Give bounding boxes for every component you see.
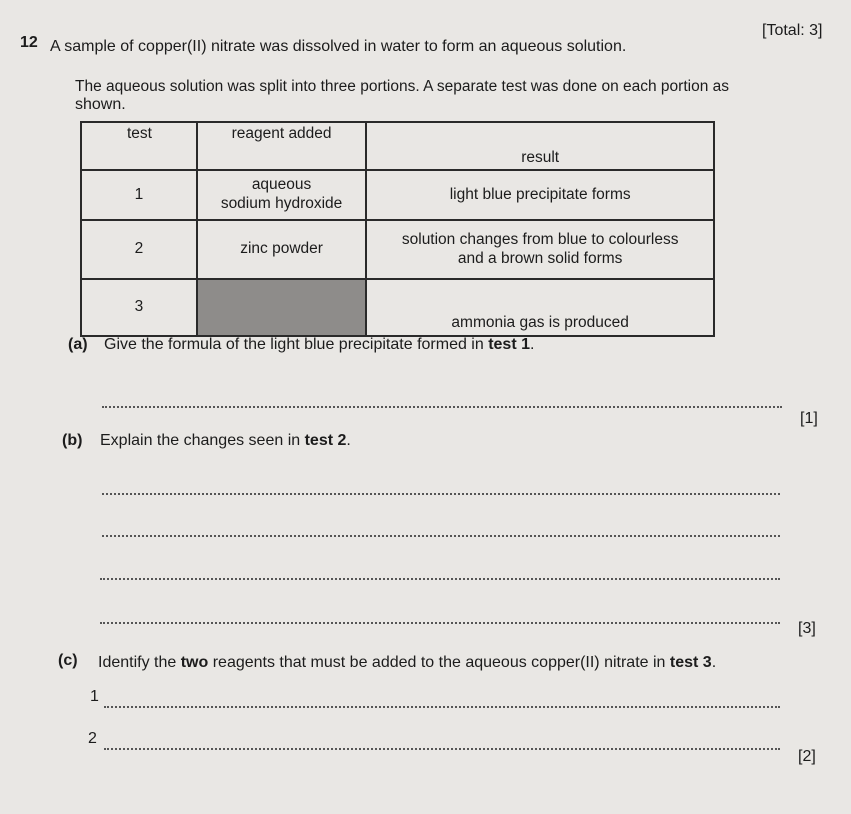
test-table <box>80 121 715 337</box>
total-marks: [Total: 3] <box>762 22 823 39</box>
part-c-line-1-label: 1 <box>90 688 99 705</box>
answer-line-b4[interactable] <box>100 622 780 624</box>
table-row <box>81 220 714 280</box>
answer-line-b1[interactable] <box>102 493 780 495</box>
part-a-marks: [1] <box>800 410 818 427</box>
shaded-blank-cell <box>197 279 367 336</box>
row-reagent: zinc powder <box>197 220 367 280</box>
header-test: test <box>81 122 197 170</box>
header-reagent: reagent added <box>197 122 367 170</box>
row-result: solution changes from blue to colourless and a brown solid forms <box>366 220 714 280</box>
part-a-label: (a) <box>68 336 88 353</box>
row-result: ammonia gas is produced <box>366 279 714 336</box>
part-c-line-2-label: 2 <box>88 730 97 747</box>
answer-line-c1[interactable] <box>104 706 780 708</box>
intro-line-3: shown. <box>75 96 126 113</box>
answer-line-b2[interactable] <box>102 535 780 537</box>
row-test-number: 3 <box>81 279 197 336</box>
intro-line-2: The aqueous solution was split into three portions. A separate test was done on each portion as <box>75 78 729 95</box>
part-b-label: (b) <box>62 432 83 449</box>
row-reagent: aqueous sodium hydroxide <box>197 170 367 219</box>
answer-line-c2[interactable] <box>104 748 780 750</box>
part-a-question: Give the formula of the light blue precipitate formed in test 1. <box>104 336 535 353</box>
row-test-number: 1 <box>81 170 197 219</box>
part-b-marks: [3] <box>798 620 816 637</box>
part-b-question: Explain the changes seen in test 2. <box>100 432 351 449</box>
answer-line-b3[interactable] <box>100 578 780 580</box>
header-result: result <box>366 122 714 170</box>
intro-line-1: A sample of copper(II) nitrate was dissolved in water to form an aqueous solution. <box>50 38 627 55</box>
table-header-row <box>81 122 714 170</box>
row-result: light blue precipitate forms <box>366 170 714 219</box>
part-c-label: (c) <box>58 652 78 669</box>
answer-line-a[interactable] <box>102 406 782 408</box>
part-c-marks: [2] <box>798 748 816 765</box>
part-c-question: Identify the two reagents that must be added to the aqueous copper(II) nitrate in test 3. <box>98 654 717 671</box>
table-row <box>81 279 714 336</box>
row-test-number: 2 <box>81 220 197 280</box>
question-number: 12 <box>20 34 38 51</box>
table-row <box>81 170 714 219</box>
